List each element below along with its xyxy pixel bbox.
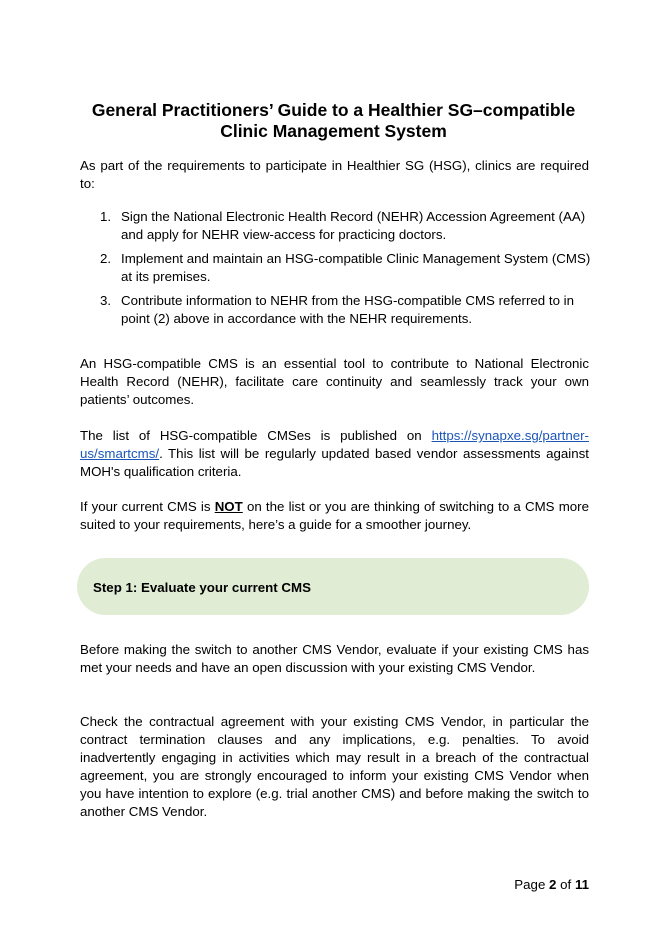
not-emphasis: NOT [214,499,243,514]
page-title [60,100,607,142]
switch-text-before: If your current CMS is [80,499,215,514]
list-item-number: 1. [100,209,112,224]
current-page-number: 2 [549,877,557,892]
list-item-text: Sign the National Electronic Health Record (NEHR) Accession Agreement (AA) and apply for NEHR view-access for practicing doctors. [121,209,586,242]
cms-list-paragraph [80,427,589,481]
list-item-text: Contribute information to NEHR from the HSG-compatible CMS referred to in point (2) above in accordance with the NEHR requirements. [121,293,575,326]
page-prefix: Page [514,877,550,892]
list-item-number: 2. [100,251,112,266]
essential-tool-paragraph: An HSG-compatible CMS is an essential tool to contribute to National Electronic Health Record (NEHR), facilitate care continuity and seamlessly track your own patients’ outcomes. [80,356,589,407]
switch-guide-paragraph [80,498,589,534]
requirements-list [80,208,595,334]
title-line-1: General Practitioners’ Guide to a Healthier SG–compatible [91,100,576,120]
list-item [80,250,595,286]
contract-paragraph: Check the contractual agreement with your existing CMS Vendor, in particular the contract termination clauses and any implications, e.g. penalties. To avoid inadvertently engaging in activities which may result in a breach of the contractual agreement, you are strongly encouraged to inform your existing CMS Vendor when you have intention to explore (e.g. trial another CMS) and before making the switch to another CMS Vendor. [80,714,589,819]
title-line-2: Clinic Management System [220,121,447,141]
page-footer [514,877,589,892]
list-item [80,208,595,244]
step-1-banner [77,558,589,615]
cms-list-text-before: The list of HSG-compatible CMSes is published on [80,428,432,443]
list-item-text: Implement and maintain an HSG-compatible Clinic Management System (CMS) at its premises. [121,251,591,284]
smartcms-link[interactable]: https://synapxe.sg/partner-us/smartcms/ [80,428,589,461]
page-of: of [556,877,575,892]
list-item [80,292,595,328]
cms-list-text-after: . This list will be regularly updated based vendor assessments against MOH's qualification criteria. [80,446,589,479]
before-switch-paragraph: Before making the switch to another CMS Vendor, evaluate if your existing CMS has met your needs and have an open discussion with your existing CMS Vendor. [80,642,589,675]
total-page-number: 11 [574,877,589,892]
list-item-number: 3. [100,293,112,308]
switch-text-after: on the list or you are thinking of switching to a CMS more suited to your requirements, here’s a guide for a smoother journey. [80,499,590,532]
intro-paragraph: As part of the requirements to participate in Healthier SG (HSG), clinics are required to: [80,158,589,191]
step-1-label: Step 1: Evaluate your current CMS [93,580,311,595]
